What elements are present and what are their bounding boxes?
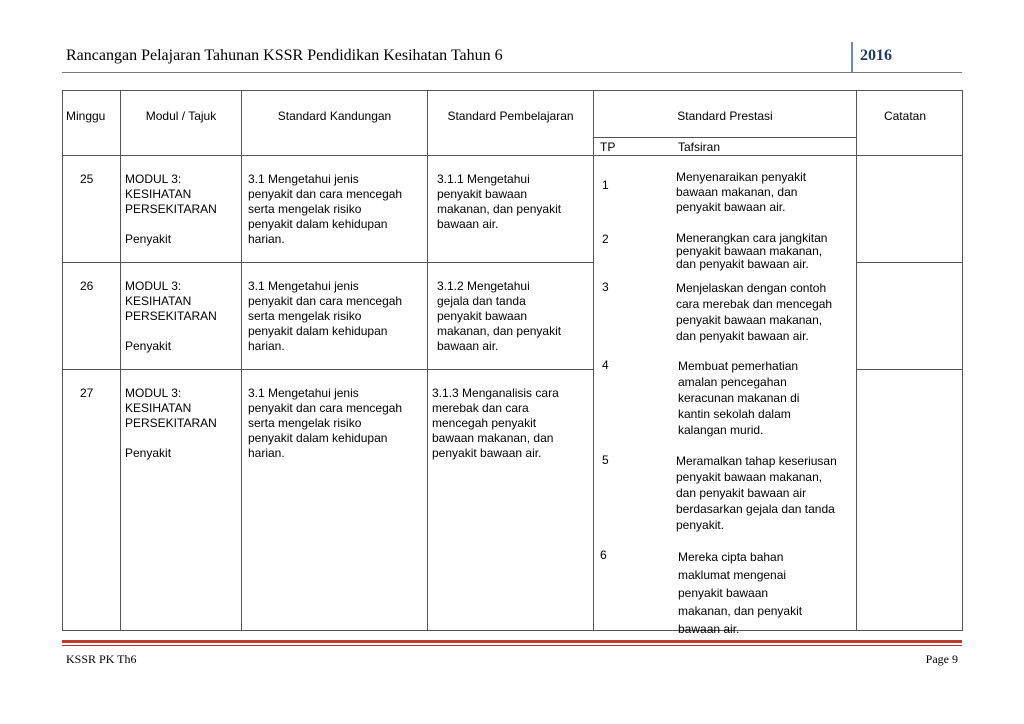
row-25-catatan-border — [856, 262, 963, 263]
tp-2-tafsiran: Menerangkan cara jangkitan penyakit bawaan makanan, dan penyakit bawaan air. — [676, 231, 828, 271]
row-26-catatan-border — [856, 369, 963, 370]
header-tp: TP — [600, 140, 616, 154]
row-26-pembelajaran: 3.1.2 Mengetahui gejala dan tanda penyakit bawaan makanan, dan penyakit bawaan air. — [437, 279, 562, 353]
row-26-kandungan: 3.1 Mengetahui jenis penyakit dan cara mencegah serta mengelak risiko penyakit dalam kehidupan harian. — [248, 279, 403, 353]
footer-left-text: KSSR PK Th6 — [66, 652, 137, 666]
table-bottom-border — [62, 630, 963, 631]
footer-rule-thin — [62, 645, 962, 646]
header-separator — [851, 42, 853, 72]
row-25-minggu: 25 — [80, 172, 94, 186]
row-25-modul: MODUL 3: KESIHATAN PERSEKITARAN Penyakit — [125, 172, 217, 246]
col-border-left — [62, 90, 63, 631]
footer-rule-thick — [62, 640, 962, 643]
col-border-right — [962, 90, 963, 631]
tp-1-level: 1 — [602, 178, 609, 192]
tp-5-tafsiran: Meramalkan tahap keseriusan penyakit bawaan makanan, dan penyakit bawaan air berdasarkan gejala dan tanda penyakit. — [676, 454, 837, 532]
col-border-modul — [241, 90, 242, 631]
row-27-minggu: 27 — [80, 386, 94, 400]
row-26-bottom-border — [62, 369, 593, 370]
header-minggu: Minggu — [66, 109, 106, 123]
tp-5-level: 5 — [602, 453, 609, 467]
row-26-minggu: 26 — [80, 279, 94, 293]
header-pembelajaran: Standard Pembelajaran — [447, 109, 574, 123]
row-26-modul: MODUL 3: KESIHATAN PERSEKITARAN Penyakit — [125, 279, 217, 353]
tp-1-tafsiran: Menyenaraikan penyakit bawaan makanan, dan penyakit bawaan air. — [676, 170, 807, 214]
col-border-prestasi — [856, 90, 857, 631]
row-25-pembelajaran: 3.1.1 Mengetahui penyakit bawaan makanan, dan penyakit bawaan air. — [437, 172, 562, 231]
header-kandungan: Standard Kandungan — [277, 109, 392, 123]
page-number: Page 9 — [925, 652, 958, 666]
tp-2-level: 2 — [602, 232, 609, 246]
tp-4-tafsiran: Membuat pemerhatian amalan pencegahan keracunan makanan di kantin sekolah dalam kalangan murid. — [678, 359, 800, 437]
row-27-pembelajaran: 3.1.3 Menganalisis cara merebak dan cara mencegah penyakit bawaan makanan, dan penyakit bawaan air. — [432, 386, 559, 460]
row-25-kandungan: 3.1 Mengetahui jenis penyakit dan cara mencegah serta mengelak risiko penyakit dalam kehidupan harian. — [248, 172, 403, 246]
header-bottom-border — [62, 155, 963, 156]
header-tafsiran: Tafsiran — [678, 140, 721, 154]
tp-4-level: 4 — [602, 358, 609, 372]
col-border-pembelajaran — [593, 90, 594, 631]
document-year: 2016 — [860, 47, 892, 64]
table-top-border — [62, 90, 963, 91]
tp-3-level: 3 — [602, 280, 609, 294]
col-border-minggu — [120, 90, 121, 631]
header-catatan: Catatan — [883, 109, 926, 123]
row-25-bottom-border — [62, 262, 593, 263]
header-prestasi: Standard Prestasi — [677, 109, 773, 123]
document-title: Rancangan Pelajaran Tahunan KSSR Pendidikan Kesihatan Tahun 6 — [66, 47, 503, 64]
row-27-kandungan: 3.1 Mengetahui jenis penyakit dan cara mencegah serta mengelak risiko penyakit dalam kehidupan harian. — [248, 386, 403, 460]
row-27-modul: MODUL 3: KESIHATAN PERSEKITARAN Penyakit — [125, 386, 217, 460]
tp-6-level: 6 — [600, 548, 607, 562]
col-border-kandungan — [427, 90, 428, 631]
tp-6-tafsiran: Mereka cipta bahan maklumat mengenai penyakit bawaan makanan, dan penyakit bawaan air. — [678, 550, 803, 636]
header-rule — [62, 72, 962, 73]
tp-3-tafsiran: Menjelaskan dengan contoh cara merebak dan mencegah penyakit bawaan makanan, dan penyakit bawaan air. — [676, 281, 833, 343]
prestasi-subheader-border — [593, 137, 856, 138]
header-modul: Modul / Tajuk — [145, 109, 217, 123]
